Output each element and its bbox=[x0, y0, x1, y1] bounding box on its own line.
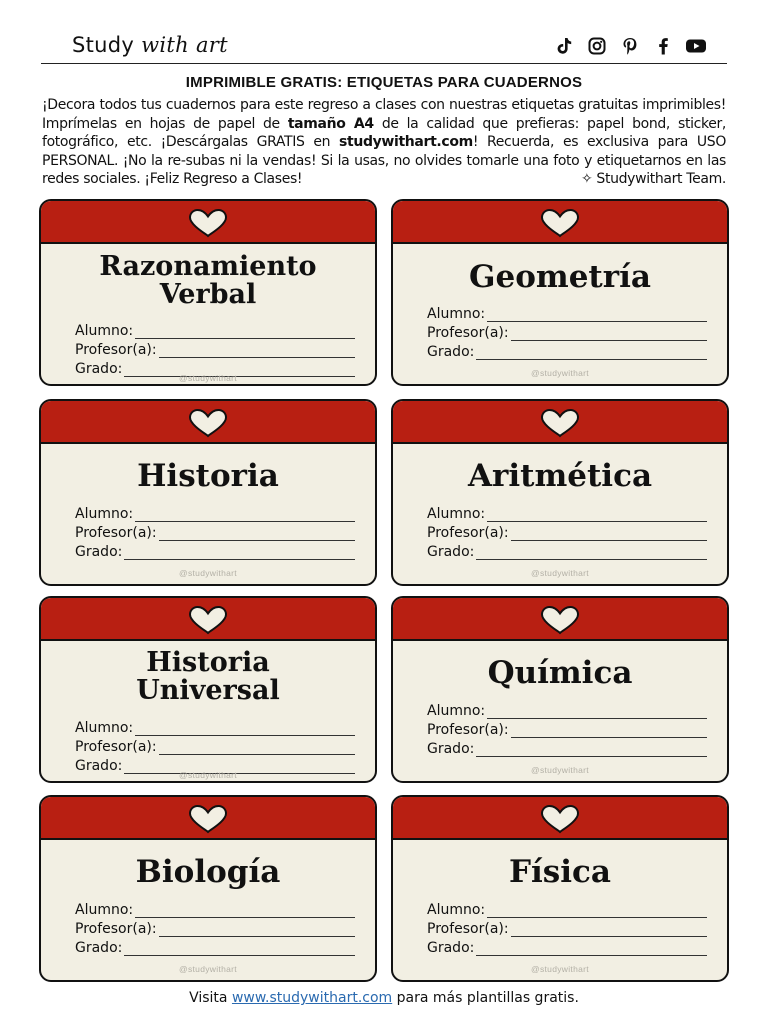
label-fields bbox=[75, 899, 355, 956]
label-subject: Historia Universal bbox=[136, 647, 280, 706]
intro-signature: ✧ Studywithart Team. bbox=[580, 171, 726, 188]
heart-icon bbox=[186, 408, 230, 438]
brand-study: Study bbox=[72, 33, 142, 57]
label-subject: Química bbox=[487, 655, 633, 691]
footer-link[interactable]: www.studywithart.com bbox=[231, 990, 393, 1006]
intro-text-1: ¡Decora todos tus cuadernos para este regreso a clases con nuestras etiquetas gratuitas imprimibles! Imprímelas en hojas de papel de bbox=[42, 97, 726, 132]
grado-field[interactable]: Grado: bbox=[427, 541, 707, 560]
profesor-field[interactable]: Profesor(a): bbox=[75, 918, 355, 937]
social-links bbox=[553, 36, 707, 56]
profesor-field[interactable]: Profesor(a): bbox=[427, 918, 707, 937]
footer-suffix: para más plantillas gratis. bbox=[392, 990, 579, 1006]
heart-icon bbox=[538, 804, 582, 834]
watermark: @studywithart bbox=[179, 964, 237, 974]
facebook-icon[interactable] bbox=[652, 36, 674, 56]
watermark: @studywithart bbox=[531, 765, 589, 775]
profesor-field[interactable]: Profesor(a): bbox=[75, 339, 355, 358]
watermark: @studywithart bbox=[179, 568, 237, 578]
footer-prefix: Visita bbox=[189, 990, 232, 1006]
label-subject: Geometría bbox=[469, 259, 651, 295]
label-card-aritmetica bbox=[391, 399, 729, 586]
watermark: @studywithart bbox=[179, 373, 237, 383]
alumno-field[interactable]: Alumno: bbox=[427, 700, 707, 719]
page-title: IMPRIMIBLE GRATIS: ETIQUETAS PARA CUADERNOS bbox=[185, 74, 583, 91]
alumno-field[interactable]: Alumno: bbox=[427, 303, 707, 322]
instagram-icon[interactable] bbox=[586, 36, 608, 56]
tiktok-icon[interactable] bbox=[553, 36, 575, 56]
label-card-geometria bbox=[391, 199, 729, 386]
profesor-field[interactable]: Profesor(a): bbox=[75, 522, 355, 541]
watermark: @studywithart bbox=[531, 964, 589, 974]
label-fields bbox=[75, 717, 355, 774]
label-card-historia-universal bbox=[39, 596, 377, 783]
grado-field[interactable]: Grado: bbox=[75, 937, 355, 956]
label-card-biologia bbox=[39, 795, 377, 982]
brand-logo[interactable] bbox=[72, 33, 228, 57]
grado-field[interactable]: Grado: bbox=[427, 341, 707, 360]
profesor-field[interactable]: Profesor(a): bbox=[427, 322, 707, 341]
alumno-field[interactable]: Alumno: bbox=[427, 503, 707, 522]
grado-field[interactable]: Grado: bbox=[75, 358, 355, 377]
intro-bold-site: studywithart.com bbox=[339, 134, 473, 151]
label-fields bbox=[427, 899, 707, 956]
alumno-field[interactable]: Alumno: bbox=[75, 899, 355, 918]
alumno-field[interactable]: Alumno: bbox=[75, 717, 355, 736]
alumno-field[interactable]: Alumno: bbox=[75, 320, 355, 339]
heart-icon bbox=[538, 408, 582, 438]
intro-text-3: ! Recuerda, es exclusiva para USO PERSONAL. ¡No la re-subas ni la vendas! Si la usas, no olvides tomarle una foto y etiquetarnos en las redes sociales. ¡Feliz Regreso a Clases! bbox=[42, 134, 726, 188]
label-card-razonamiento-verbal bbox=[39, 199, 377, 386]
label-fields bbox=[75, 503, 355, 560]
label-subject: Aritmética bbox=[467, 458, 653, 494]
intro-bold-size: tamaño A4 bbox=[287, 115, 374, 132]
label-subject: Biología bbox=[135, 854, 281, 890]
label-card-quimica bbox=[391, 596, 729, 783]
profesor-field[interactable]: Profesor(a): bbox=[427, 522, 707, 541]
label-fields bbox=[427, 503, 707, 560]
alumno-field[interactable]: Alumno: bbox=[427, 899, 707, 918]
alumno-field[interactable]: Alumno: bbox=[75, 503, 355, 522]
grado-field[interactable]: Grado: bbox=[427, 738, 707, 757]
heart-icon bbox=[186, 804, 230, 834]
grado-field[interactable]: Grado: bbox=[427, 937, 707, 956]
grado-field[interactable]: Grado: bbox=[75, 541, 355, 560]
watermark: @studywithart bbox=[179, 770, 237, 780]
heart-icon bbox=[538, 208, 582, 238]
label-fields bbox=[427, 700, 707, 757]
label-fields bbox=[427, 303, 707, 360]
heart-icon bbox=[538, 605, 582, 635]
label-subject: Historia bbox=[137, 458, 279, 494]
label-card-historia bbox=[39, 399, 377, 586]
intro-paragraph bbox=[42, 96, 726, 189]
label-fields bbox=[75, 320, 355, 377]
grado-field[interactable]: Grado: bbox=[75, 755, 355, 774]
profesor-field[interactable]: Profesor(a): bbox=[427, 719, 707, 738]
heart-icon bbox=[186, 605, 230, 635]
brand-with-art: with art bbox=[141, 33, 228, 57]
profesor-field[interactable]: Profesor(a): bbox=[75, 736, 355, 755]
page-footer bbox=[0, 990, 768, 1006]
page-header bbox=[41, 30, 727, 64]
heart-icon bbox=[186, 208, 230, 238]
youtube-icon[interactable] bbox=[685, 36, 707, 56]
pinterest-icon[interactable] bbox=[619, 36, 641, 56]
watermark: @studywithart bbox=[531, 568, 589, 578]
label-subject: Física bbox=[509, 854, 611, 890]
label-subject: Razonamiento Verbal bbox=[99, 251, 317, 310]
label-card-fisica bbox=[391, 795, 729, 982]
intro-text-2: de la calidad que prefieras: papel bond, sticker, fotográfico, etc. ¡Descárgalas GRATIS en bbox=[42, 115, 726, 151]
watermark: @studywithart bbox=[531, 368, 589, 378]
